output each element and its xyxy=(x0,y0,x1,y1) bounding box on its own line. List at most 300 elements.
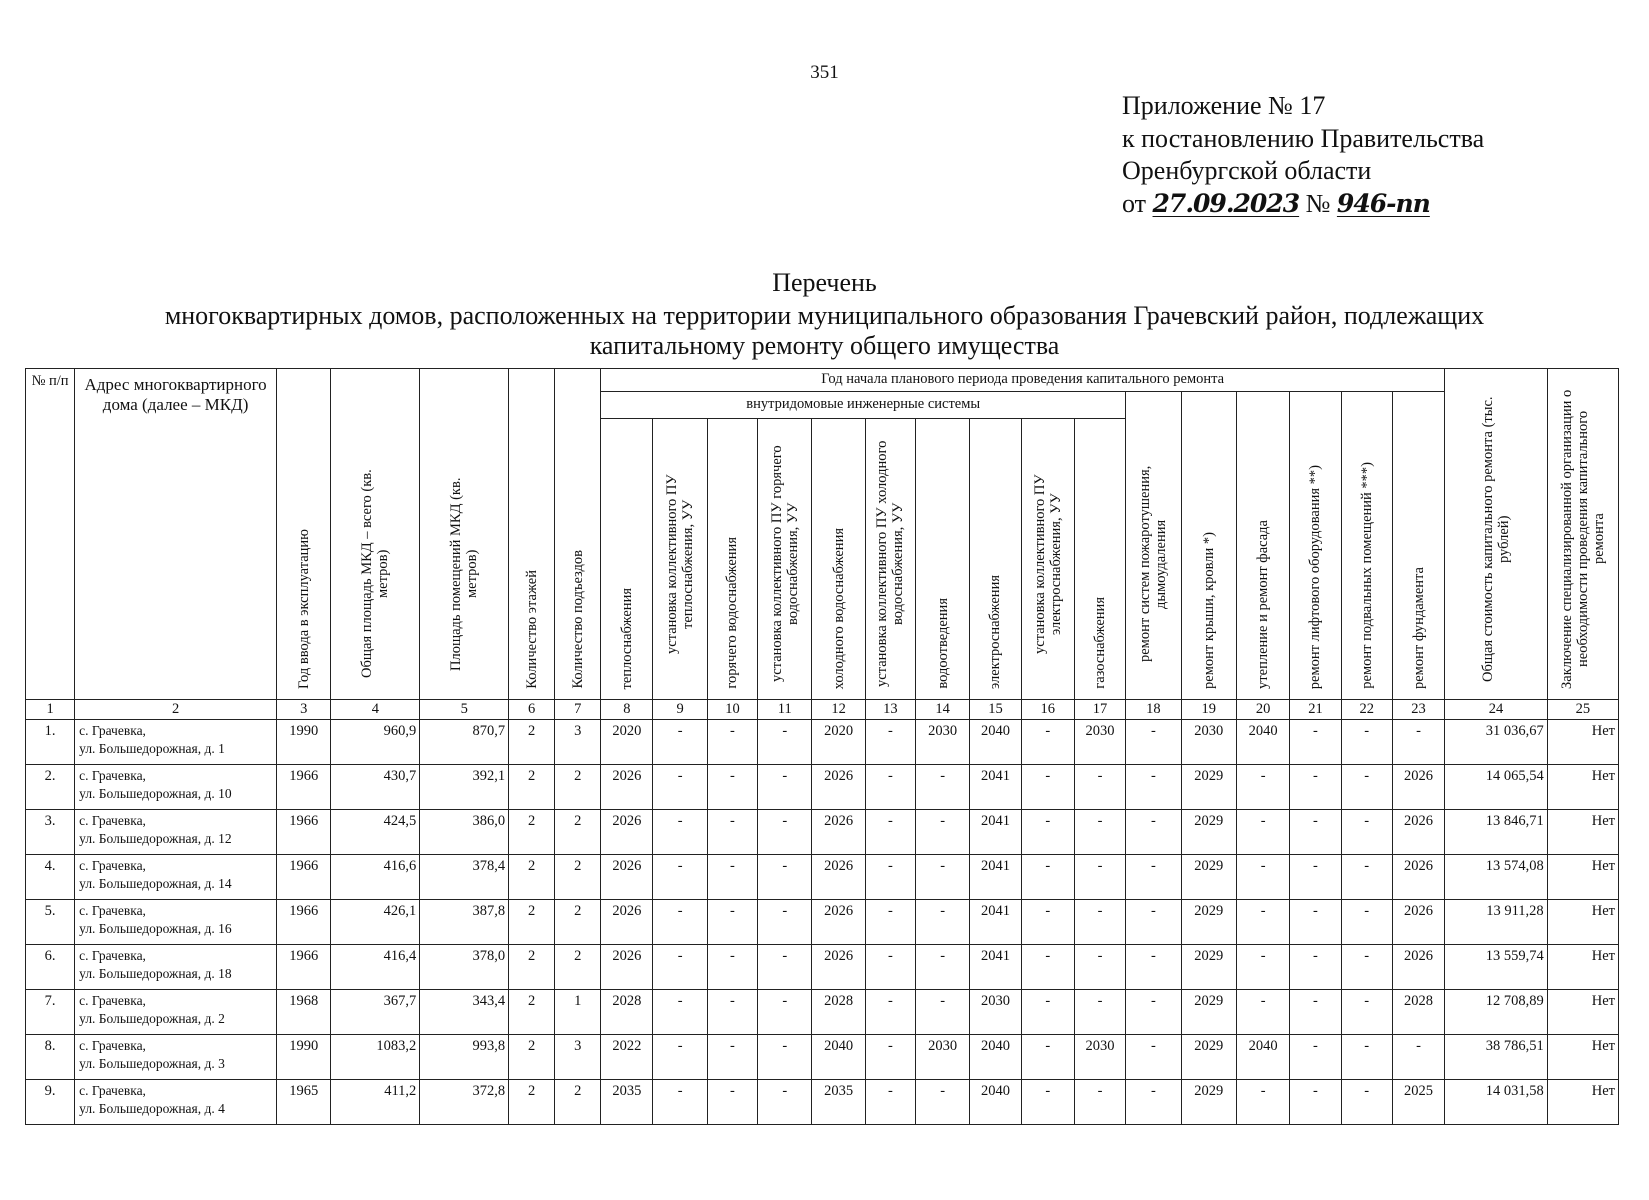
row-address xyxy=(75,810,277,855)
header-foundation-cell xyxy=(1392,392,1444,700)
table-cell: - xyxy=(1074,1080,1125,1125)
header-col-heat: теплоснабжения xyxy=(618,587,635,689)
table-cell: 2026 xyxy=(601,855,653,900)
page-number: 351 xyxy=(810,62,839,83)
table-cell: 2026 xyxy=(601,945,653,990)
table-cell: 1966 xyxy=(277,855,331,900)
table-cell: - xyxy=(1341,945,1392,990)
row-cost: 14 065,54 xyxy=(1445,765,1548,810)
table-cell: - xyxy=(1126,810,1181,855)
address-street: ул. Большедорожная, д. 16 xyxy=(79,921,232,936)
row-conclusion: Нет xyxy=(1547,990,1618,1035)
table-cell: - xyxy=(1126,1080,1181,1125)
table-cell: 1083,2 xyxy=(331,1035,420,1080)
table-cell: 2029 xyxy=(1181,765,1236,810)
table-cell: 2026 xyxy=(601,765,653,810)
header-year: Год ввода в эксплуатацию xyxy=(295,528,312,689)
table-cell: 2 xyxy=(509,900,555,945)
address-locality: с. Грачевка, xyxy=(79,1083,146,1098)
column-number: 14 xyxy=(915,700,969,720)
column-number: 10 xyxy=(707,700,757,720)
address-locality: с. Грачевка, xyxy=(79,813,146,828)
table-cell: 2 xyxy=(509,855,555,900)
table-cell: - xyxy=(865,1080,915,1125)
table-cell: 2040 xyxy=(1237,720,1290,765)
table-cell: - xyxy=(1237,810,1290,855)
table-cell: 2 xyxy=(509,765,555,810)
table-cell: - xyxy=(865,990,915,1035)
table-cell: 2029 xyxy=(1181,1035,1236,1080)
row-address xyxy=(75,900,277,945)
column-number: 15 xyxy=(970,700,1021,720)
row-number: 1. xyxy=(26,720,75,765)
column-number: 16 xyxy=(1021,700,1074,720)
table-cell: - xyxy=(1392,1035,1444,1080)
table-cell: 2 xyxy=(509,1080,555,1125)
table-cell: 2030 xyxy=(970,990,1021,1035)
header-col-hot-water-meter-cell xyxy=(758,419,812,700)
header-fire-cell xyxy=(1126,392,1181,700)
table-cell: 2026 xyxy=(1392,810,1444,855)
table-cell: - xyxy=(1021,720,1074,765)
row-cost: 13 846,71 xyxy=(1445,810,1548,855)
header-col-cold-water: холодного водоснабжения xyxy=(830,527,847,689)
header-cost-cell xyxy=(1445,369,1548,700)
table-cell: - xyxy=(1237,855,1290,900)
table-cell: - xyxy=(915,1080,969,1125)
table-cell: - xyxy=(865,855,915,900)
column-number: 17 xyxy=(1074,700,1125,720)
table-cell: - xyxy=(758,1080,812,1125)
address-street: ул. Большедорожная, д. 18 xyxy=(79,966,232,981)
column-number: 23 xyxy=(1392,700,1444,720)
header-col-heat-meter: установка коллективного ПУ теплоснабжения, УУ xyxy=(664,474,697,654)
column-number: 4 xyxy=(331,700,420,720)
table-cell: 2022 xyxy=(601,1035,653,1080)
table-cell: 1990 xyxy=(277,720,331,765)
row-conclusion: Нет xyxy=(1547,855,1618,900)
table-cell: 2041 xyxy=(970,810,1021,855)
table-cell: - xyxy=(1341,765,1392,810)
table-cell: 2026 xyxy=(1392,765,1444,810)
header-entrances-cell xyxy=(555,369,601,700)
table-cell: - xyxy=(1237,900,1290,945)
table-cell: 411,2 xyxy=(331,1080,420,1125)
table-row xyxy=(26,720,1619,765)
table-cell: 2028 xyxy=(1392,990,1444,1035)
table-cell: 2 xyxy=(509,1035,555,1080)
row-number: 3. xyxy=(26,810,75,855)
table-cell: 2026 xyxy=(1392,945,1444,990)
header-elevator: ремонт лифтового оборудования **) xyxy=(1307,464,1324,689)
table-cell: 1966 xyxy=(277,765,331,810)
table-cell: 1966 xyxy=(277,810,331,855)
address-locality: с. Грачевка, xyxy=(79,993,146,1008)
table-cell: - xyxy=(1341,810,1392,855)
table-cell: - xyxy=(1021,1035,1074,1080)
table-cell: - xyxy=(653,1080,707,1125)
handwritten-date: 27.09.2023 xyxy=(1152,188,1300,218)
table-cell: - xyxy=(1237,1080,1290,1125)
address-street: ул. Большедорожная, д. 4 xyxy=(79,1101,225,1116)
houses-table xyxy=(25,368,1619,1125)
header-fire: ремонт систем пожаротушения, дымоудаления xyxy=(1137,465,1170,663)
table-cell: 2030 xyxy=(1074,1035,1125,1080)
header-col-electricity-meter: установка коллективного ПУ электроснабжения, УУ xyxy=(1031,474,1064,654)
table-cell: - xyxy=(1341,1080,1392,1125)
number-prefix: № xyxy=(1305,188,1331,218)
address-locality: с. Грачевка, xyxy=(79,858,146,873)
table-cell: - xyxy=(915,765,969,810)
header-basement: ремонт подвальных помещений ***) xyxy=(1358,462,1375,689)
table-cell: 372,8 xyxy=(420,1080,509,1125)
table-cell: - xyxy=(653,765,707,810)
header-floors: Количество этажей xyxy=(523,570,540,689)
table-cell: 2028 xyxy=(812,990,865,1035)
table-cell: 2026 xyxy=(812,765,865,810)
table-cell: - xyxy=(1290,990,1341,1035)
column-number: 20 xyxy=(1237,700,1290,720)
header-facade-cell xyxy=(1237,392,1290,700)
table-cell: - xyxy=(653,945,707,990)
table-cell: - xyxy=(1341,1035,1392,1080)
table-cell: 2028 xyxy=(601,990,653,1035)
column-number: 11 xyxy=(758,700,812,720)
address-locality: с. Грачевка, xyxy=(79,1038,146,1053)
table-cell: 392,1 xyxy=(420,765,509,810)
table-cell: 2040 xyxy=(970,720,1021,765)
table-cell: 2041 xyxy=(970,945,1021,990)
appendix-line-3: Оренбургской области xyxy=(1122,156,1372,185)
table-cell: - xyxy=(865,900,915,945)
table-cell: 2029 xyxy=(1181,810,1236,855)
table-cell: 387,8 xyxy=(420,900,509,945)
table-cell: - xyxy=(653,1035,707,1080)
header-total-area: Общая площадь МКД – всего (кв. метров) xyxy=(359,469,392,679)
table-cell: - xyxy=(1074,765,1125,810)
table-cell: - xyxy=(653,990,707,1035)
row-conclusion: Нет xyxy=(1547,1035,1618,1080)
table-cell: 3 xyxy=(555,720,601,765)
table-cell: - xyxy=(758,1035,812,1080)
table-cell: 386,0 xyxy=(420,810,509,855)
row-cost: 14 031,58 xyxy=(1445,1080,1548,1125)
table-cell: - xyxy=(865,1035,915,1080)
table-cell: 2026 xyxy=(601,900,653,945)
table-cell: 2026 xyxy=(1392,855,1444,900)
header-floors-cell xyxy=(509,369,555,700)
address-locality: с. Грачевка, xyxy=(79,903,146,918)
header-col-heat-cell xyxy=(601,419,653,700)
table-cell: - xyxy=(1290,900,1341,945)
row-address xyxy=(75,990,277,1035)
row-number: 5. xyxy=(26,900,75,945)
header-num: № п/п xyxy=(26,369,75,700)
table-cell: - xyxy=(1126,855,1181,900)
column-number: 8 xyxy=(601,700,653,720)
table-cell: 960,9 xyxy=(331,720,420,765)
column-number: 25 xyxy=(1547,700,1618,720)
table-cell: - xyxy=(1074,855,1125,900)
appendix-block xyxy=(1122,90,1484,220)
address-street: ул. Большедорожная, д. 10 xyxy=(79,786,232,801)
table-cell: 2030 xyxy=(1181,720,1236,765)
header-col-gas: газоснабжения xyxy=(1092,597,1109,689)
table-cell: 1965 xyxy=(277,1080,331,1125)
table-cell: - xyxy=(758,765,812,810)
table-cell: - xyxy=(1341,900,1392,945)
table-cell: - xyxy=(1126,720,1181,765)
table-cell: - xyxy=(865,720,915,765)
table-cell: - xyxy=(1021,765,1074,810)
appendix-line-1: Приложение № 17 xyxy=(1122,91,1326,120)
table-cell: 2 xyxy=(555,855,601,900)
table-cell: 2040 xyxy=(970,1035,1021,1080)
table-cell: - xyxy=(1126,945,1181,990)
table-cell: 2 xyxy=(509,945,555,990)
table-cell: - xyxy=(915,900,969,945)
table-cell: - xyxy=(1237,765,1290,810)
row-address xyxy=(75,945,277,990)
table-cell: - xyxy=(707,990,757,1035)
table-cell: 2040 xyxy=(812,1035,865,1080)
column-number: 3 xyxy=(277,700,331,720)
row-address xyxy=(75,720,277,765)
table-cell: - xyxy=(1021,855,1074,900)
table-cell: 2030 xyxy=(915,1035,969,1080)
table-cell: - xyxy=(1021,990,1074,1035)
address-street: ул. Большедорожная, д. 12 xyxy=(79,831,232,846)
row-number: 2. xyxy=(26,765,75,810)
table-cell: - xyxy=(1021,810,1074,855)
table-cell: - xyxy=(1126,765,1181,810)
header-conclusion-cell xyxy=(1547,369,1618,700)
table-cell: - xyxy=(915,810,969,855)
table-cell: 1 xyxy=(555,990,601,1035)
table-cell: - xyxy=(653,810,707,855)
table-cell: - xyxy=(1237,990,1290,1035)
table-row xyxy=(26,1080,1619,1125)
table-cell: - xyxy=(1341,855,1392,900)
table-cell: 3 xyxy=(555,1035,601,1080)
table-cell: - xyxy=(707,1035,757,1080)
table-cell: - xyxy=(865,810,915,855)
column-number: 5 xyxy=(420,700,509,720)
table-cell: 2029 xyxy=(1181,900,1236,945)
table-cell: 1966 xyxy=(277,900,331,945)
header-col-electricity: электроснабжения xyxy=(987,575,1004,689)
header-entrances: Количество подъездов xyxy=(569,550,586,689)
table-cell: - xyxy=(758,720,812,765)
header-col-hot-water: горячего водоснабжения xyxy=(724,537,741,689)
table-cell: - xyxy=(1290,1080,1341,1125)
table-row xyxy=(26,765,1619,810)
table-cell: 2 xyxy=(509,990,555,1035)
column-number: 2 xyxy=(75,700,277,720)
appendix-line-4 xyxy=(1122,188,1484,221)
header-col-cold-water-cell xyxy=(812,419,865,700)
header-col-electricity-cell xyxy=(970,419,1021,700)
table-cell: - xyxy=(1126,990,1181,1035)
table-cell: - xyxy=(865,945,915,990)
row-cost: 13 559,74 xyxy=(1445,945,1548,990)
table-row xyxy=(26,855,1619,900)
row-address xyxy=(75,1080,277,1125)
row-address xyxy=(75,855,277,900)
row-address xyxy=(75,1035,277,1080)
table-cell: - xyxy=(1021,945,1074,990)
address-street: ул. Большедорожная, д. 1 xyxy=(79,741,225,756)
table-cell: - xyxy=(1021,1080,1074,1125)
table-cell: 2 xyxy=(555,1080,601,1125)
address-locality: с. Грачевка, xyxy=(79,948,146,963)
table-cell: 2035 xyxy=(812,1080,865,1125)
header-roof-cell xyxy=(1181,392,1236,700)
row-cost: 12 708,89 xyxy=(1445,990,1548,1035)
table-row xyxy=(26,900,1619,945)
table-cell: 2041 xyxy=(970,855,1021,900)
table-cell: 2040 xyxy=(1237,1035,1290,1080)
table-cell: - xyxy=(707,1080,757,1125)
table-cell: - xyxy=(1341,990,1392,1035)
column-number: 24 xyxy=(1445,700,1548,720)
table-cell: 2030 xyxy=(1074,720,1125,765)
table-cell: 2 xyxy=(555,765,601,810)
table-cell: - xyxy=(758,900,812,945)
table-cell: 870,7 xyxy=(420,720,509,765)
table-cell: - xyxy=(865,765,915,810)
appendix-line-2: к постановлению Правительства xyxy=(1122,123,1485,153)
row-cost: 38 786,51 xyxy=(1445,1035,1548,1080)
header-col-gas-cell xyxy=(1074,419,1125,700)
handwritten-number: 946-пп xyxy=(1336,188,1430,218)
row-cost: 13 574,08 xyxy=(1445,855,1548,900)
table-cell: 1990 xyxy=(277,1035,331,1080)
table-cell: 2030 xyxy=(915,720,969,765)
column-number: 9 xyxy=(653,700,707,720)
column-numbers-row xyxy=(26,700,1619,720)
table-cell: 424,5 xyxy=(331,810,420,855)
table-cell: - xyxy=(1074,990,1125,1035)
table-cell: - xyxy=(758,990,812,1035)
table-cell: 2035 xyxy=(601,1080,653,1125)
header-period-group: Год начала планового периода проведения капитального ремонта xyxy=(601,369,1445,392)
column-number: 19 xyxy=(1181,700,1236,720)
table-cell: 2 xyxy=(509,720,555,765)
table-cell: - xyxy=(707,900,757,945)
row-number: 6. xyxy=(26,945,75,990)
table-cell: 2026 xyxy=(601,810,653,855)
table-cell: - xyxy=(1126,900,1181,945)
header-col-electricity-meter-cell xyxy=(1021,419,1074,700)
header-facade: утепление и ремонт фасада xyxy=(1255,520,1272,689)
table-cell: 426,1 xyxy=(331,900,420,945)
header-address: Адрес многоквартирного дома (далее – МКД) xyxy=(75,369,277,700)
header-col-cold-water-meter-cell xyxy=(865,419,915,700)
header-col-drainage-cell xyxy=(915,419,969,700)
table-row xyxy=(26,1035,1619,1080)
table-row xyxy=(26,945,1619,990)
table-cell: 2026 xyxy=(812,855,865,900)
table-cell: 2020 xyxy=(601,720,653,765)
table-cell: - xyxy=(1126,1035,1181,1080)
table-cell: - xyxy=(1074,900,1125,945)
table-cell: 378,0 xyxy=(420,945,509,990)
table-cell: - xyxy=(1392,720,1444,765)
table-cell: 416,4 xyxy=(331,945,420,990)
table-cell: - xyxy=(1290,855,1341,900)
header-col-cold-water-meter: установка коллективного ПУ холодного водоснабжения, УУ xyxy=(874,440,907,688)
table-cell: - xyxy=(707,855,757,900)
table-cell: - xyxy=(1074,945,1125,990)
address-locality: с. Грачевка, xyxy=(79,768,146,783)
header-elevator-cell xyxy=(1290,392,1341,700)
table-cell: - xyxy=(1341,720,1392,765)
table-cell: 2025 xyxy=(1392,1080,1444,1125)
table-cell: - xyxy=(653,900,707,945)
header-roof: ремонт крыши, кровли *) xyxy=(1200,532,1217,689)
table-cell: - xyxy=(707,945,757,990)
header-basement-cell xyxy=(1341,392,1392,700)
table-cell: - xyxy=(1237,945,1290,990)
table-cell: - xyxy=(1290,810,1341,855)
table-cell: - xyxy=(1074,810,1125,855)
table-cell: 2029 xyxy=(1181,855,1236,900)
table-cell: 2026 xyxy=(812,810,865,855)
header-foundation: ремонт фундамента xyxy=(1410,566,1427,689)
header-col-hot-water-cell xyxy=(707,419,757,700)
table-cell: 2 xyxy=(555,900,601,945)
document-subtitle-line-2: капитальному ремонту общего имущества xyxy=(589,331,1060,360)
header-engineering-group: внутридомовые инженерные системы xyxy=(601,392,1126,419)
row-conclusion: Нет xyxy=(1547,720,1618,765)
column-number: 18 xyxy=(1126,700,1181,720)
table-cell: - xyxy=(915,990,969,1035)
table-cell: 343,4 xyxy=(420,990,509,1035)
table-cell: 430,7 xyxy=(331,765,420,810)
table-cell: - xyxy=(653,855,707,900)
table-cell: 2026 xyxy=(1392,900,1444,945)
table-cell: - xyxy=(758,855,812,900)
row-number: 4. xyxy=(26,855,75,900)
table-cell: 378,4 xyxy=(420,855,509,900)
table-cell: - xyxy=(1021,900,1074,945)
column-number: 6 xyxy=(509,700,555,720)
table-cell: 2041 xyxy=(970,765,1021,810)
header-year-cell xyxy=(277,369,331,700)
table-row xyxy=(26,810,1619,855)
table-cell: 2029 xyxy=(1181,945,1236,990)
row-number: 8. xyxy=(26,1035,75,1080)
table-cell: - xyxy=(707,810,757,855)
header-cost: Общая стоимость капитального ремонта (тыс. рублей) xyxy=(1479,396,1512,682)
table-cell: 367,7 xyxy=(331,990,420,1035)
table-cell: 993,8 xyxy=(420,1035,509,1080)
table-cell: - xyxy=(707,720,757,765)
table-cell: 2 xyxy=(509,810,555,855)
table-cell: 1966 xyxy=(277,945,331,990)
table-body xyxy=(26,720,1619,1125)
address-locality: с. Грачевка, xyxy=(79,723,146,738)
table-cell: 2040 xyxy=(970,1080,1021,1125)
row-conclusion: Нет xyxy=(1547,810,1618,855)
header-premises-area-cell xyxy=(420,369,509,700)
header-conclusion: Заключение специализированной организации о необходимости проведения капитального ремонта xyxy=(1558,389,1607,689)
header-premises-area: Площадь помещений МКД (кв. метров) xyxy=(448,477,481,671)
table-cell: - xyxy=(707,765,757,810)
table-cell: 2 xyxy=(555,810,601,855)
header-col-drainage: водоотведения xyxy=(934,598,951,689)
